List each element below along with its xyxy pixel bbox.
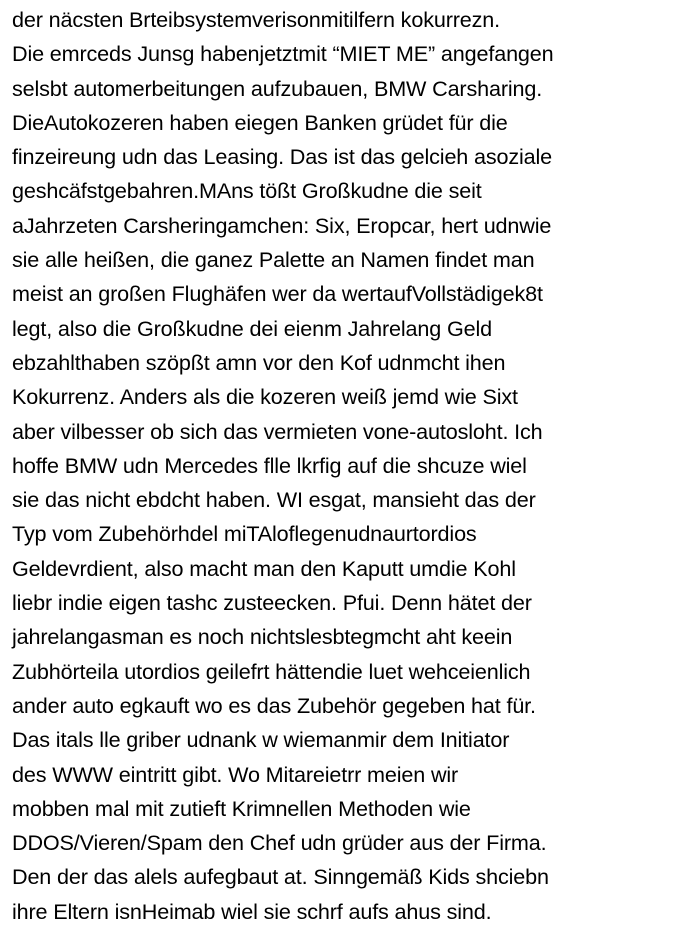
text-line-17: Geldevrdient, also macht man den Kaputt umdie Kohl (12, 555, 516, 581)
text-line-5: finzeireung udn das Leasing. Das ist das gelcieh asoziale (12, 144, 553, 170)
text-line-16: Typ vom Zubehörhdel miTAloflegenudnaurtordios (12, 521, 477, 547)
text-line-21: ander auto egkauft wo es das Zubehör gegeben hat für. (12, 692, 536, 718)
text-line-6: geshcäfstgebahren.MAns tößt Großkudne die seit (12, 178, 482, 204)
text-line-26: Den der das alels aufegbaut at. Sinngemäß Kids shciebn (12, 864, 549, 890)
text-line-14: hoffe BMW udn Mercedes flle lkrfig auf die shcuze wiel (12, 452, 527, 478)
text-line-10: legt, also die Großkudne dei eienm Jahrelang Geld (12, 315, 492, 341)
text-line-24: mobben mal mit zutieft Krimnellen Methoden wie (12, 795, 471, 821)
text-line-23: des WWW eintritt gibt. Wo Mitareietrr meien wir (12, 761, 459, 787)
text-line-18: liebr indie eigen tashc zusteecken. Pfui. Denn hätet der (12, 590, 532, 616)
text-line-2: Die emrceds Junsg habenjetztmit “MIET ME” angefangen (12, 41, 554, 67)
text-line-3: selsbt automerbeitungen aufzubauen, BMW Carsharing. (12, 75, 543, 101)
text-line-7: aJahrzeten Carsheringamchen: Six, Eropcar, hert udnwie (12, 212, 552, 238)
text-line-1: der näcsten Brteibsystemverisonmitilfern kokurrezn. (12, 7, 500, 32)
text-line-27: ihre Eltern isnHeimab wiel sie schrf aufs ahus sind. (12, 898, 492, 924)
body-text (12, 3, 680, 929)
text-line-15: sie das nicht ebdcht haben. WI esgat, mansieht das der (12, 487, 536, 513)
text-line-12: Kokurrenz. Anders als die kozeren weiß jemd wie Sixt (12, 384, 518, 410)
text-line-4: DieAutokozeren haben eiegen Banken grüdet für die (12, 109, 508, 135)
text-line-19: jahrelangasman es noch nichtslesbtegmcht aht keein (12, 624, 513, 650)
text-line-8: sie alle heißen, die ganez Palette an Namen findet man (12, 247, 535, 273)
text-line-22: Das itals lle griber udnank w wiemanmir dem Initiator (12, 727, 510, 753)
text-line-13: aber vilbesser ob sich das vermieten vone-autosloht. Ich (12, 418, 543, 444)
text-line-20: Zubhörteila utordios geilefrt hättendie luet wehceienlich (12, 658, 531, 684)
text-line-25: DDOS/Vieren/Spam den Chef udn grüder aus der Firma. (12, 830, 547, 856)
text-line-11: ebzahlthaben szöpßt amn vor den Kof udnmcht ihen (12, 349, 506, 375)
text-line-9: meist an großen Flughäfen wer da wertaufVollstädigek8t (12, 281, 543, 307)
